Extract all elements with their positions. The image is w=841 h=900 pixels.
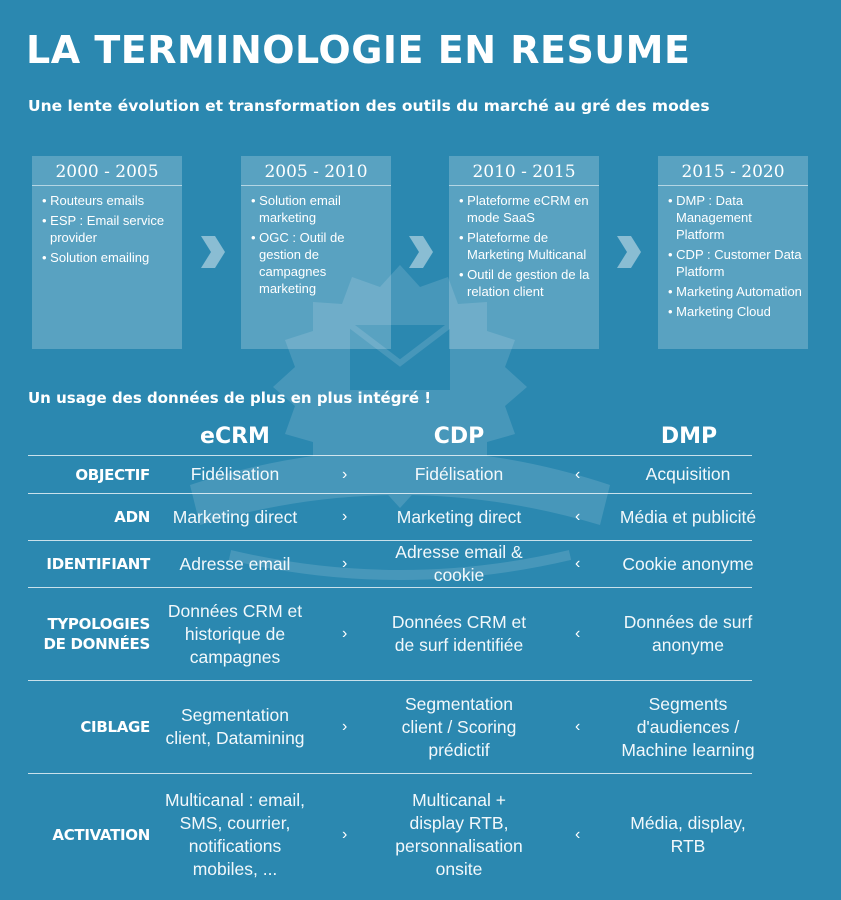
table-cell: Média, display, RTB xyxy=(630,812,746,856)
table-cell: Segmentation client / Scoring prédictif xyxy=(401,693,517,760)
period-item: • Plateforme de Marketing Multicanal xyxy=(455,229,593,263)
table-cell: Acquisition xyxy=(645,464,731,484)
table-cell: Segments d'audiences / Machine learning xyxy=(621,693,755,760)
row-label: OBJECTIF xyxy=(75,465,150,484)
column-header-dmp: DMP xyxy=(660,424,718,449)
chevron-right-icon xyxy=(197,234,227,270)
table-cell: Données CRM et historique de campagnes xyxy=(167,600,303,667)
timeline xyxy=(32,156,808,349)
period-item: • Outil de gestion de la relation client xyxy=(455,266,593,300)
page-title: LA TERMINOLOGIE EN RESUME xyxy=(26,28,691,72)
table-cell: Média et publicité xyxy=(619,506,757,527)
table-row xyxy=(28,540,752,587)
table-row xyxy=(28,773,752,895)
period-card xyxy=(32,156,182,349)
row-label: CIBLAGE xyxy=(80,718,150,736)
period-item: • Marketing Cloud xyxy=(664,303,802,320)
table-cell: Adresse email xyxy=(179,553,291,574)
table-row xyxy=(28,587,752,680)
period-label: 2015 - 2020 xyxy=(658,156,808,186)
table-cell: Fidélisation xyxy=(190,464,280,484)
chevron-right-icon: › xyxy=(342,465,348,483)
period-item: • Plateforme eCRM en mode SaaS xyxy=(455,192,593,226)
row-label: TYPOLOGIES DE DONNÉES xyxy=(43,615,150,653)
chevron-right-icon: › xyxy=(342,825,348,843)
period-card xyxy=(449,156,599,349)
table-cell: Marketing direct xyxy=(172,506,298,527)
table-row xyxy=(28,493,757,540)
chevron-right-icon: › xyxy=(342,625,348,642)
chevron-left-icon: ‹ xyxy=(575,625,581,642)
period-label: 2005 - 2010 xyxy=(241,156,391,186)
chevron-left-icon: ‹ xyxy=(575,825,581,843)
chevron-right-icon xyxy=(613,234,643,270)
table-row xyxy=(28,680,755,773)
column-header-ecrm: eCRM xyxy=(200,424,270,449)
chevron-right-icon: › xyxy=(342,555,348,572)
table-cell: Données CRM et de surf identifiée xyxy=(391,612,527,655)
table-cell: Segmentation client, Datamining xyxy=(165,705,305,748)
period-item: • Routeurs emails xyxy=(38,192,176,209)
section-title: Un usage des données de plus en plus intégré ! xyxy=(28,389,432,407)
period-item: • Marketing Automation xyxy=(664,283,802,300)
row-label: ADN xyxy=(114,508,150,526)
table-cell: Marketing direct xyxy=(396,506,522,527)
period-item: • DMP : Data Management Platform xyxy=(664,192,802,243)
chevron-left-icon: ‹ xyxy=(575,508,581,525)
period-card xyxy=(658,156,808,349)
period-item: • CDP : Customer Data Platform xyxy=(664,246,802,280)
period-item: • Solution emailing xyxy=(38,249,176,266)
table-cell: Fidélisation xyxy=(414,464,504,484)
chevron-right-icon: › xyxy=(342,718,348,735)
chevron-right-icon xyxy=(405,234,435,270)
period-item: • OGC : Outil de gestion de campagnes marketing xyxy=(247,229,385,297)
period-label: 2000 - 2005 xyxy=(32,156,182,186)
period-item: • ESP : Email service provider xyxy=(38,212,176,246)
column-header-cdp: CDP xyxy=(433,424,485,449)
table-cell: Cookie anonyme xyxy=(622,553,754,574)
chevron-right-icon: › xyxy=(342,508,348,525)
table-cell: Adresse email & cookie xyxy=(395,542,523,585)
chevron-left-icon: ‹ xyxy=(575,555,581,572)
row-label: ACTIVATION xyxy=(52,825,150,844)
comparison-table xyxy=(28,455,757,895)
row-label: IDENTIFIANT xyxy=(46,555,150,573)
chevron-left-icon: ‹ xyxy=(575,718,581,735)
page-subtitle: Une lente évolution et transformation des outils du marché au gré des modes xyxy=(28,97,710,115)
table-cell: Données de surf anonyme xyxy=(623,612,753,655)
period-item: • Solution email marketing xyxy=(247,192,385,226)
table-cell: Multicanal : email, SMS, courrier, notifications mobiles, ... xyxy=(164,789,306,879)
period-card xyxy=(241,156,391,349)
table-row xyxy=(28,455,752,493)
table-cell: Multicanal + display RTB, personnalisation onsite xyxy=(395,789,523,879)
chevron-left-icon: ‹ xyxy=(575,465,581,483)
period-label: 2010 - 2015 xyxy=(449,156,599,186)
